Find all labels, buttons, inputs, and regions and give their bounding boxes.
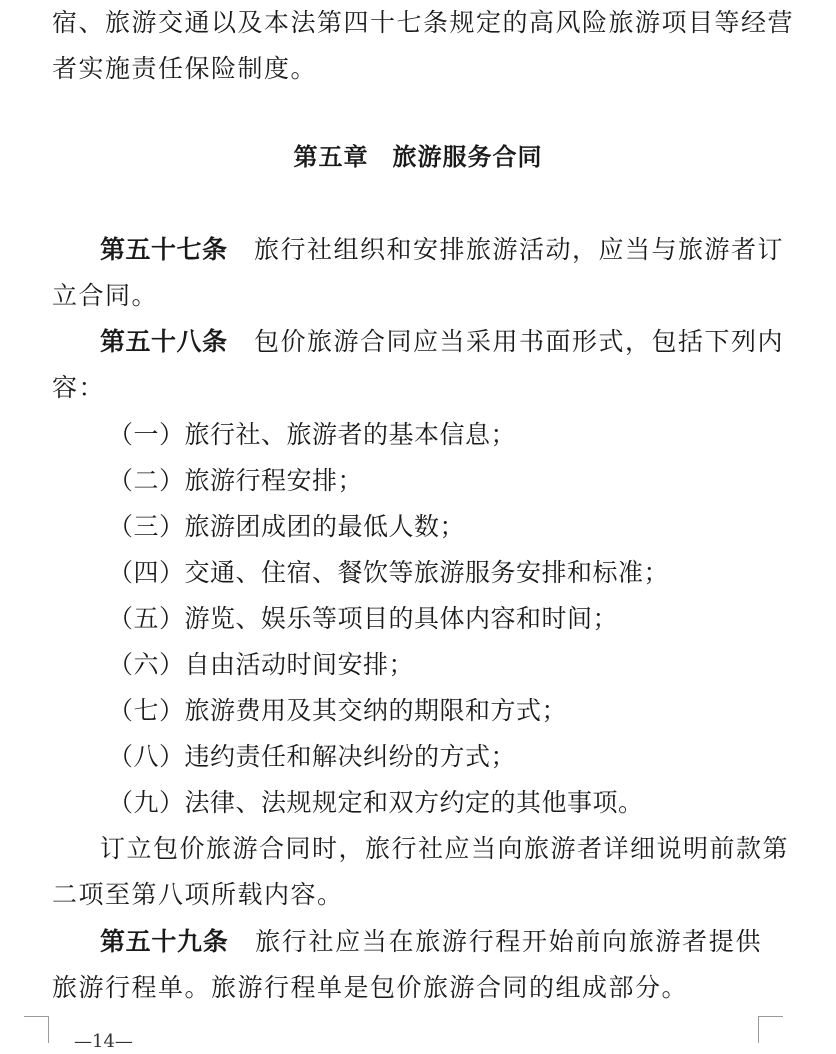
body-line: 宿、旅游交通以及本法第四十七条规定的高风险旅游项目等经营 [52,8,795,37]
list-item: （六）自由活动时间安排； [108,650,415,679]
list-item: （三）旅游团成团的最低人数； [108,512,466,541]
article-57-first-line [100,227,785,273]
paragraph-line: 二项至第八项所载内容。 [52,880,344,909]
article-text: 包价旅游合同应当采用书面形式，包括下列内 [254,327,785,356]
paragraph-line: 订立包价旅游合同时，旅行社应当向旅游者详细说明前款第 [100,834,790,863]
article-58-second-line: 容： [52,373,106,402]
article-59-second-line: 旅游行程单。旅游行程单是包价旅游合同的组成部分。 [52,973,689,1002]
article-number: 第五十七条 [100,235,228,264]
article-57-second-line: 立合同。 [52,281,159,310]
article-number: 第五十九条 [100,927,229,956]
article-text: 旅行社组织和安排旅游活动，应当与旅游者订 [254,235,785,264]
article-58-first-line [100,319,785,365]
article-number: 第五十八条 [100,327,228,356]
article-text: 旅行社应当在旅游行程开始前向旅游者提供 [255,927,762,956]
list-item: （四）交通、住宿、餐饮等旅游服务安排和标准； [108,558,670,587]
margin-corner-mark [758,1016,783,1043]
margin-corner-mark [24,1016,49,1043]
list-item: （五）游览、娱乐等项目的具体内容和时间； [108,604,619,633]
chapter-number: 第五章 [293,143,369,171]
list-item: （八）违约责任和解决纠纷的方式； [108,742,517,771]
list-item: （一）旅行社、旅游者的基本信息； [108,420,517,449]
list-item: （九）法律、法规规定和双方约定的其他事项。 [108,788,644,817]
list-item: （七）旅游费用及其交纳的期限和方式； [108,696,568,725]
list-item: （二）旅游行程安排； [108,466,364,495]
body-line: 者实施责任保险制度。 [52,54,318,83]
chapter-title: 旅游服务合同 [392,143,543,171]
article-59-first-line [100,919,762,965]
page-number: —14— [74,1031,133,1052]
chapter-heading [0,134,836,180]
